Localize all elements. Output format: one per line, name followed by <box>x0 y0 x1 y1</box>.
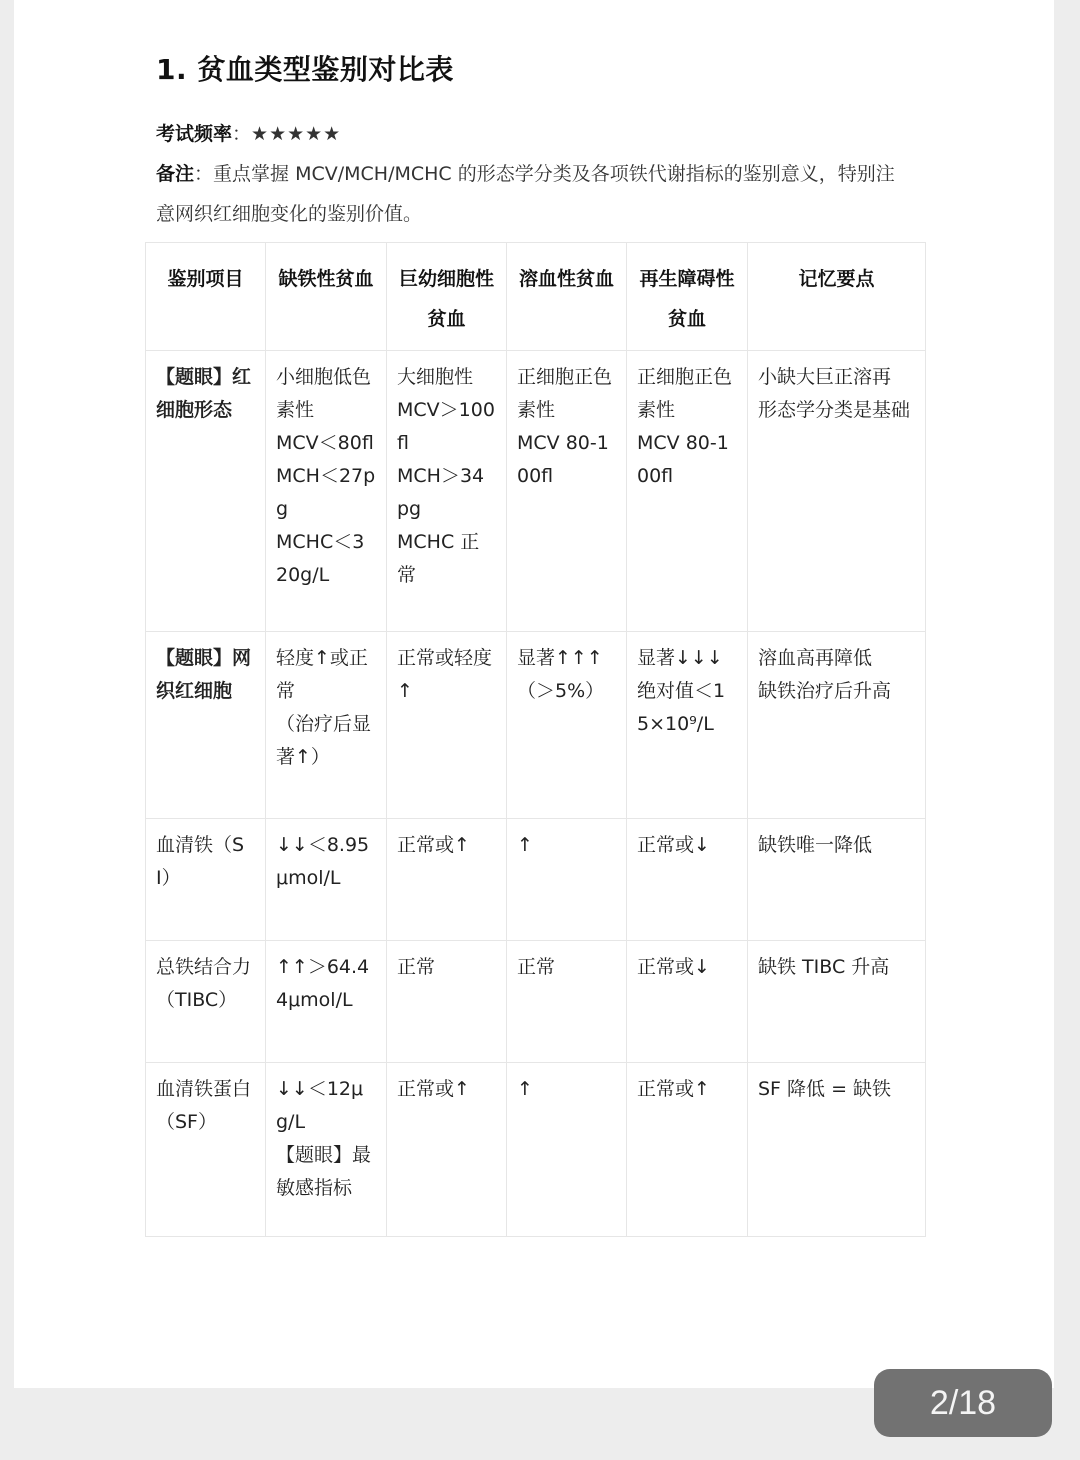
page-title: 1. 贫血类型鉴别对比表 <box>156 53 454 86</box>
cell-line: 正常或轻度↑ <box>397 647 493 702</box>
page-indicator: 2/18 <box>874 1369 1052 1437</box>
table-cell <box>266 941 387 1063</box>
comparison-table <box>145 242 926 1237</box>
table-cell <box>748 351 926 632</box>
table-cell <box>507 819 627 941</box>
table-cell <box>387 941 507 1063</box>
cell-line: 正常或↓ <box>637 956 710 978</box>
table-cell <box>387 819 507 941</box>
table-cell <box>507 351 627 632</box>
table-cell <box>627 941 748 1063</box>
cell-line: ↑↑＞64.44μmol/L <box>276 956 370 1011</box>
cell-line: 正常 <box>517 956 556 978</box>
cell-line: （＞5%） <box>517 680 605 702</box>
cell-line: 正细胞正色素性 <box>517 366 613 421</box>
cell-line: MCHC＜320g/L <box>276 531 365 586</box>
cell-line: MCH＞34pg <box>397 465 485 520</box>
table-cell <box>387 351 507 632</box>
cell-line: ↑ <box>517 834 533 856</box>
table-cell <box>266 1063 387 1237</box>
table-cell <box>748 632 926 819</box>
cell-line: ↑ <box>517 1078 533 1100</box>
frequency-stars: ★★★★★ <box>251 123 342 145</box>
cell-line: 【题眼】最敏感指标 <box>276 1144 372 1199</box>
table-cell <box>266 351 387 632</box>
cell-line: MCV 80-100fl <box>637 432 729 487</box>
row-header-cell: 【题眼】网织红细胞 <box>146 632 266 819</box>
table-cell <box>627 819 748 941</box>
header-cell: 鉴别项目 <box>146 243 266 351</box>
table-cell <box>387 1063 507 1237</box>
cell-line: 大细胞性 <box>397 366 474 388</box>
cell-line: 正细胞正色素性 <box>637 366 733 421</box>
table-cell <box>507 632 627 819</box>
table-cell <box>387 632 507 819</box>
row-header-cell: 血清铁（SI） <box>146 819 266 941</box>
cell-line: 溶血高再障低 <box>758 647 873 669</box>
table-cell <box>748 819 926 941</box>
cell-line: 正常或↑ <box>397 1078 470 1100</box>
table-row <box>146 351 926 632</box>
table-row <box>146 941 926 1063</box>
table-cell <box>507 1063 627 1237</box>
cell-line: 正常或↑ <box>637 1078 710 1100</box>
note-line: 备注：重点掌握 MCV/MCH/MCHC 的形态学分类及各项铁代谢指标的鉴别意义，特别注意网织红细胞变化的鉴别价值。 <box>156 163 895 225</box>
cell-line: 绝对值＜15×10⁹/L <box>637 680 726 735</box>
table-header-row <box>146 243 926 351</box>
table-row <box>146 1063 926 1237</box>
header-cell: 记忆要点 <box>748 243 926 351</box>
table-cell <box>627 1063 748 1237</box>
cell-line: 显著↓↓↓ <box>637 647 723 669</box>
header-cell: 溶血性贫血 <box>507 243 627 351</box>
table-cell <box>627 351 748 632</box>
cell-line: MCV 80-100fl <box>517 432 609 487</box>
cell-line: 正常 <box>397 956 436 978</box>
table-cell <box>507 941 627 1063</box>
cell-line: （治疗后显著↑） <box>276 713 372 768</box>
table-cell <box>266 819 387 941</box>
cell-line: MCH＜27pg <box>276 465 376 520</box>
cell-line: ↓↓＜8.95μmol/L <box>276 834 370 889</box>
frequency-line: 考试频率：★★★★★ <box>156 123 342 145</box>
cell-line: 缺铁治疗后升高 <box>758 680 892 702</box>
cell-line: 形态学分类是基础 <box>758 399 911 421</box>
row-header-cell: 【题眼】红细胞形态 <box>146 351 266 632</box>
cell-line: 正常或↑ <box>397 834 470 856</box>
row-header-cell: 血清铁蛋白（SF） <box>146 1063 266 1237</box>
cell-line: 正常或↓ <box>637 834 710 856</box>
cell-line: 小细胞低色素性 <box>276 366 372 421</box>
header-cell: 巨幼细胞性贫血 <box>387 243 507 351</box>
cell-line: MCV＜80fl <box>276 432 374 454</box>
cell-line: 缺铁唯一降低 <box>758 834 873 856</box>
note-label: 备注 <box>156 163 195 185</box>
header-cell: 再生障碍性贫血 <box>627 243 748 351</box>
note-text: 重点掌握 MCV/MCH/MCHC 的形态学分类及各项铁代谢指标的鉴别意义，特别注意网织红细胞变化的鉴别价值。 <box>156 163 895 225</box>
table-cell <box>627 632 748 819</box>
cell-line: 缺铁 TIBC 升高 <box>758 956 890 978</box>
cell-line: MCHC 正常 <box>397 531 480 586</box>
cell-line: MCV＞100fl <box>397 399 495 454</box>
header-cell: 缺铁性贫血 <box>266 243 387 351</box>
table-row <box>146 632 926 819</box>
cell-line: 小缺大巨正溶再 <box>758 366 892 388</box>
cell-line: ↓↓＜12μg/L <box>276 1078 364 1133</box>
table-cell <box>266 632 387 819</box>
meta-block <box>156 114 896 234</box>
cell-line: 显著↑↑↑ <box>517 647 603 669</box>
row-header-cell: 总铁结合力（TIBC） <box>146 941 266 1063</box>
cell-line: SF 降低 = 缺铁 <box>758 1078 892 1100</box>
table-cell <box>748 941 926 1063</box>
cell-line: 轻度↑或正常 <box>276 647 368 702</box>
frequency-label: 考试频率 <box>156 123 233 145</box>
table-cell <box>748 1063 926 1237</box>
table-row <box>146 819 926 941</box>
